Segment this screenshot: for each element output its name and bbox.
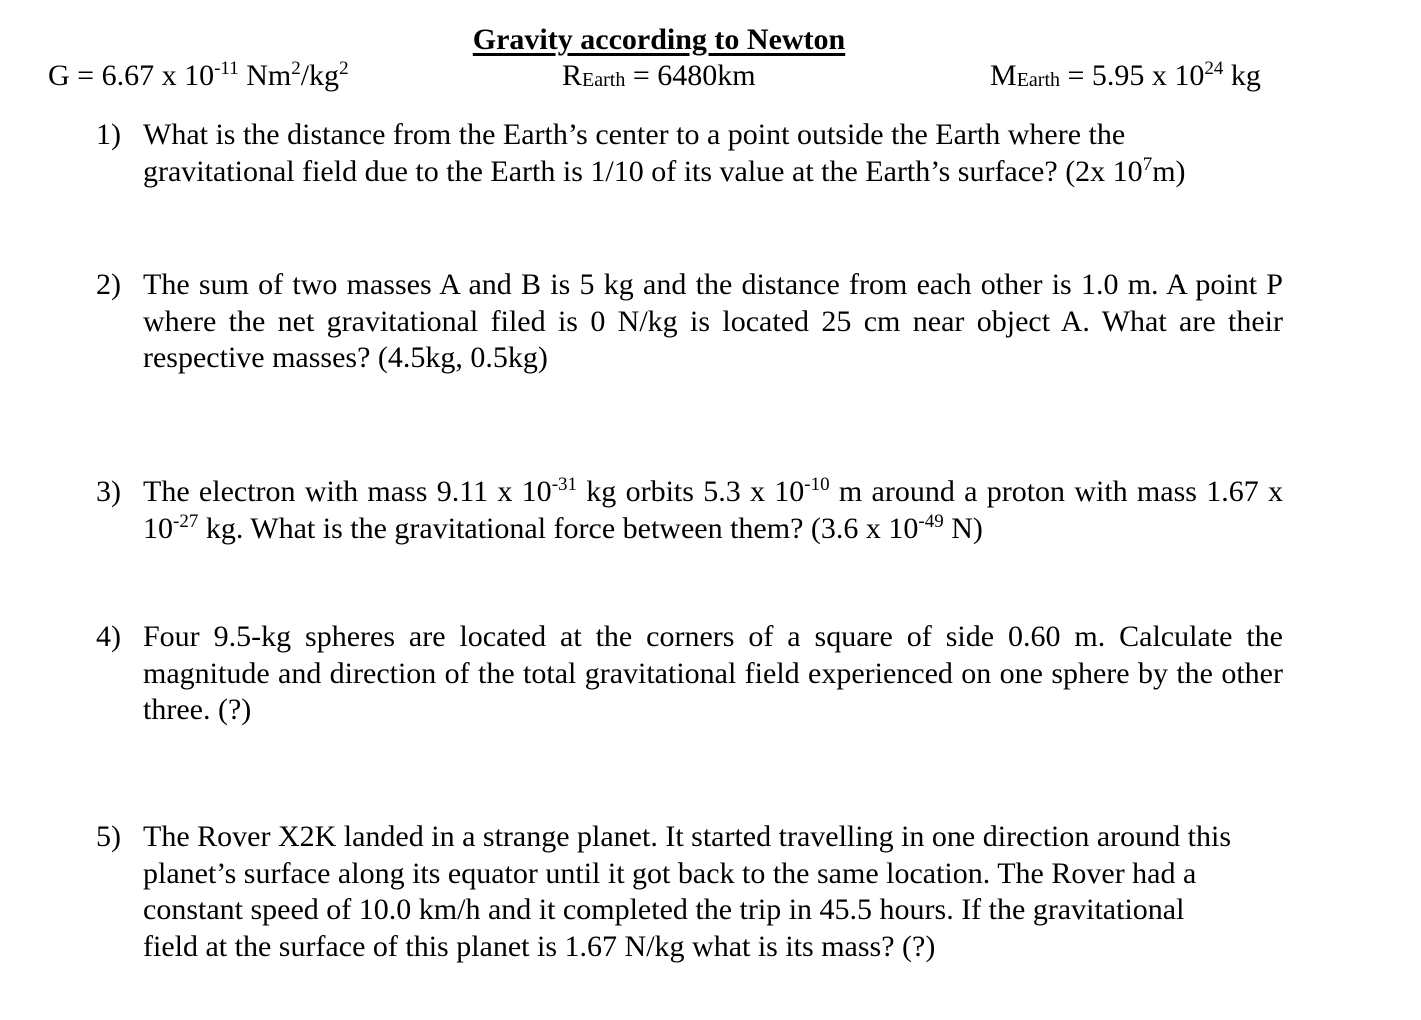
question-text: Four 9.5-kg spheres are located at the corners of a square of side 0.60 m. Calculate the magnitude and direction of the total gravitational field experienced on one sphere by the other three. (?) <box>143 620 1283 726</box>
page-title: Gravity according to Newton <box>472 23 846 56</box>
question-4 <box>96 619 1283 729</box>
question-text: The Rover X2K landed in a strange planet. It started travelling in one direction around this planet’s surface along its equator until it got back to the same location. The Rover had a constant speed of 10.0 km/h and it completed the trip in 45.5 hours. If the gravitational field at the surface of this planet is 1.67 N/kg what is its mass? (?) <box>143 820 1232 963</box>
question-number: 1) <box>96 118 121 151</box>
question-text: The sum of two masses A and B is 5 kg and the distance from each other is 1.0 m. A point P where the net gravitational filed is 0 N/kg is located 25 cm near object A. What are their respective masses? (4.5kg, 0.5kg) <box>143 268 1283 374</box>
question-text: What is the distance from the Earth’s center to a point outside the Earth where the gravitational field due to the Earth is 1/10 of its value at the Earth’s surface? (2x $10^7m$) <box>143 118 1186 188</box>
earth-mass-constant: MEarth = 5.95 x $10^{24}$ kg <box>990 58 1261 92</box>
question-number: 4) <box>96 620 121 653</box>
question-1 <box>96 117 1246 190</box>
question-number: 2) <box>96 268 121 301</box>
question-text: The electron with mass 9.11 x $10^{-31}$ kg orbits 5.3 x $10^{-10}$ m around a proton with mass 1.67 x $10^{-27}$ kg. What is the gravitational force between them? (3.6 x $10^{-49}$ N) <box>143 474 1284 545</box>
question-3 <box>96 474 1283 547</box>
question-number: 3) <box>96 475 121 508</box>
question-number: 5) <box>96 820 121 853</box>
question-2 <box>96 267 1283 377</box>
gravitational-constant: G = 6.67 x $10^{-11}$ $Nm^2/kg^2$ <box>48 58 349 92</box>
earth-radius-constant: REarth = 6480km <box>562 59 756 92</box>
question-5 <box>96 819 1246 965</box>
